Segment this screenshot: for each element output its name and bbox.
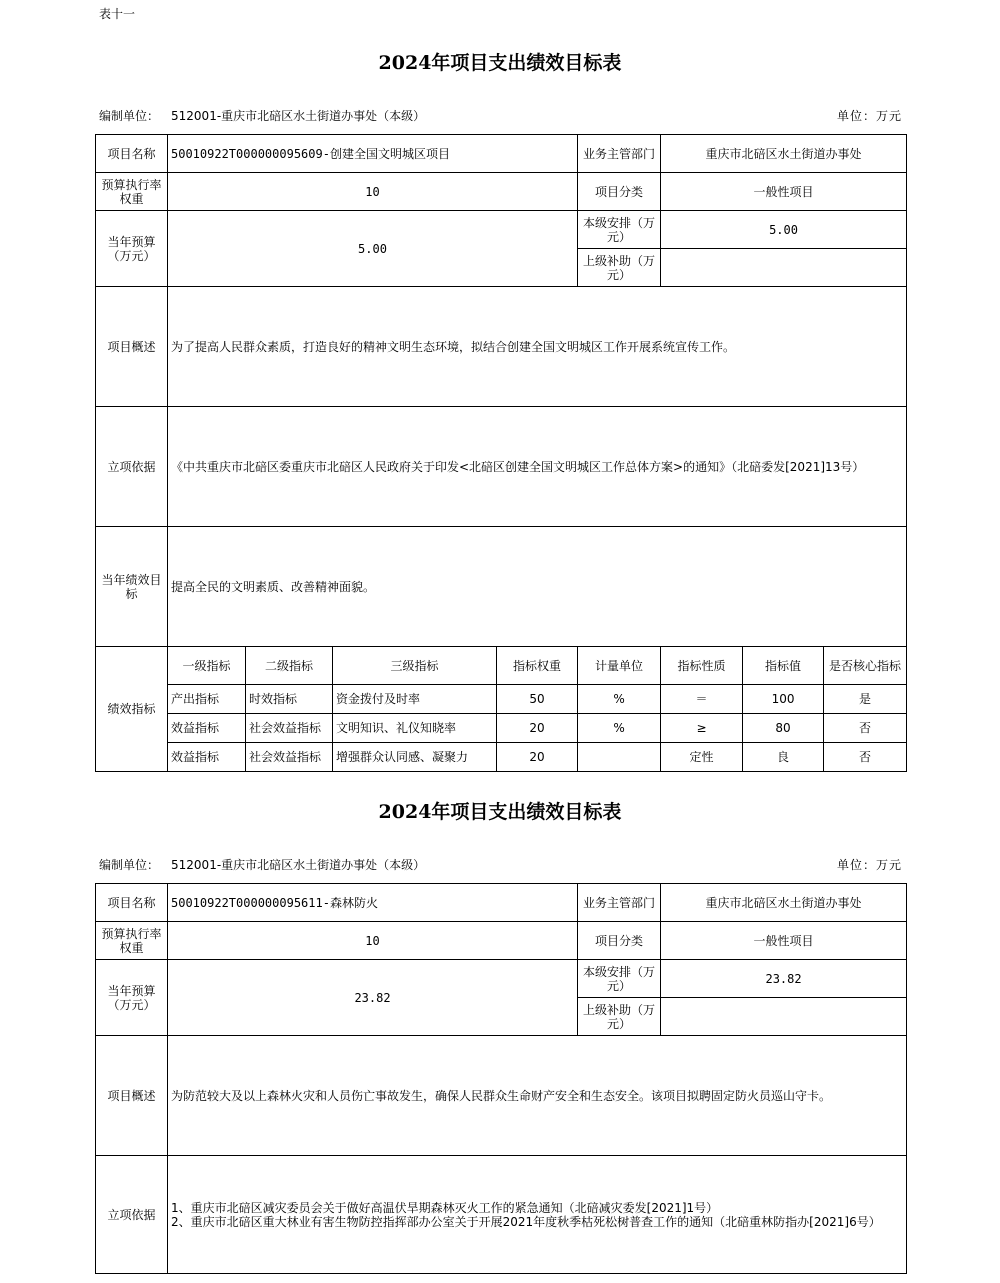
project-name-value: 50010922T000000095611-森林防火 [168, 884, 578, 922]
label-own: 本级安排（万元） [578, 960, 661, 998]
ind-cell: 产出指标 [168, 685, 246, 714]
ind-cell: 社会效益指标 [246, 743, 333, 772]
table-row [96, 685, 907, 714]
ind-cell: 时效指标 [246, 685, 333, 714]
org-line: 编制单位： 512001-重庆市北碚区水土街道办事处（本级） [99, 109, 426, 123]
label-basis: 立项依据 [96, 1156, 168, 1274]
ind-header: 指标值 [743, 647, 824, 685]
own-value: 5.00 [661, 211, 907, 249]
unit-text: 单位：万元 [836, 109, 902, 123]
basis-value: 《中共重庆市北碚区委重庆市北碚区人民政府关于印发<北碚区创建全国文明城区工作总体方案>的通知》（北碚委发[2021]13号） [168, 407, 907, 527]
ind-cell: 文明知识、礼仪知晓率 [333, 714, 497, 743]
table-row [96, 743, 907, 772]
label-exec-weight: 预算执行率权重 [96, 173, 168, 211]
label-budget: 当年预算（万元） [96, 211, 168, 287]
label-project-name: 项目名称 [96, 884, 168, 922]
label-dept: 业务主管部门 [578, 135, 661, 173]
label-superior: 上级补助（万元） [578, 249, 661, 287]
ind-cell: ≥ [661, 714, 743, 743]
basis-line-1: 1、重庆市北碚区减灾委员会关于做好高温伏旱期森林灭火工作的紧急通知（北碚减灾委发[2021]1号） [171, 1200, 719, 1215]
ind-cell: % [578, 685, 661, 714]
label-superior: 上级补助（万元） [578, 998, 661, 1036]
table2-meta [99, 856, 902, 874]
label-own: 本级安排（万元） [578, 211, 661, 249]
overview-value: 为了提高人民群众素质，打造良好的精神文明生态环境，拟结合创建全国文明城区工作开展系统宣传工作。 [168, 287, 907, 407]
label-exec-weight: 预算执行率权重 [96, 922, 168, 960]
exec-weight-value: 10 [168, 173, 578, 211]
ind-header: 三级指标 [333, 647, 497, 685]
ind-cell [578, 743, 661, 772]
ind-cell: 否 [824, 743, 907, 772]
ind-cell: 是 [824, 685, 907, 714]
ind-cell: 定性 [661, 743, 743, 772]
exec-weight-value: 10 [168, 922, 578, 960]
basis-line-2: 2、重庆市北碚区重大林业有害生物防控指挥部办公室关于开展2021年度秋季枯死松树普查工作的通知（北碚重林防指办[2021]6号） [171, 1214, 881, 1229]
ind-header: 是否核心指标 [824, 647, 907, 685]
label-goal: 当年绩效目标 [96, 527, 168, 647]
category-value: 一般性项目 [661, 173, 907, 211]
superior-value [661, 998, 907, 1036]
ind-cell: 100 [743, 685, 824, 714]
ind-header: 一级指标 [168, 647, 246, 685]
label-basis: 立项依据 [96, 407, 168, 527]
ind-cell: 效益指标 [168, 743, 246, 772]
budget-value: 23.82 [168, 960, 578, 1036]
table1-grid [95, 134, 907, 772]
ind-cell: 20 [497, 743, 578, 772]
table1-meta [99, 107, 902, 125]
ind-cell: 增强群众认同感、凝聚力 [333, 743, 497, 772]
label-category: 项目分类 [578, 173, 661, 211]
project-name-value: 50010922T000000095609-创建全国文明城区项目 [168, 135, 578, 173]
unit-text: 单位：万元 [836, 858, 902, 872]
table2-title: 2024年项目支出绩效目标表 [378, 801, 622, 823]
table-row [96, 714, 907, 743]
ind-header: 指标性质 [661, 647, 743, 685]
label-overview: 项目概述 [96, 287, 168, 407]
overview-value: 为防范较大及以上森林火灾和人员伤亡事故发生，确保人民群众生命财产安全和生态安全。该项目拟聘固定防火员巡山守卡。 [168, 1036, 907, 1156]
label-project-name: 项目名称 [96, 135, 168, 173]
dept-value: 重庆市北碚区水土街道办事处 [661, 884, 907, 922]
ind-cell: % [578, 714, 661, 743]
ind-cell: ＝ [661, 685, 743, 714]
basis-value [168, 1156, 907, 1274]
page-tag: 表十一 [99, 7, 136, 21]
superior-value [661, 249, 907, 287]
label-budget: 当年预算（万元） [96, 960, 168, 1036]
table1-title: 2024年项目支出绩效目标表 [378, 52, 622, 74]
category-value: 一般性项目 [661, 922, 907, 960]
ind-cell: 良 [743, 743, 824, 772]
ind-cell: 50 [497, 685, 578, 714]
ind-cell: 20 [497, 714, 578, 743]
own-value: 23.82 [661, 960, 907, 998]
table2-grid [95, 883, 907, 1274]
ind-cell: 社会效益指标 [246, 714, 333, 743]
ind-header: 指标权重 [497, 647, 578, 685]
dept-value: 重庆市北碚区水土街道办事处 [661, 135, 907, 173]
ind-header: 二级指标 [246, 647, 333, 685]
label-overview: 项目概述 [96, 1036, 168, 1156]
label-indicators: 绩效指标 [96, 647, 168, 772]
ind-header: 计量单位 [578, 647, 661, 685]
org-line: 编制单位： 512001-重庆市北碚区水土街道办事处（本级） [99, 858, 426, 872]
ind-cell: 资金拨付及时率 [333, 685, 497, 714]
label-dept: 业务主管部门 [578, 884, 661, 922]
budget-value: 5.00 [168, 211, 578, 287]
ind-cell: 80 [743, 714, 824, 743]
label-category: 项目分类 [578, 922, 661, 960]
goal-value: 提高全民的文明素质、改善精神面貌。 [168, 527, 907, 647]
ind-cell: 否 [824, 714, 907, 743]
ind-cell: 效益指标 [168, 714, 246, 743]
